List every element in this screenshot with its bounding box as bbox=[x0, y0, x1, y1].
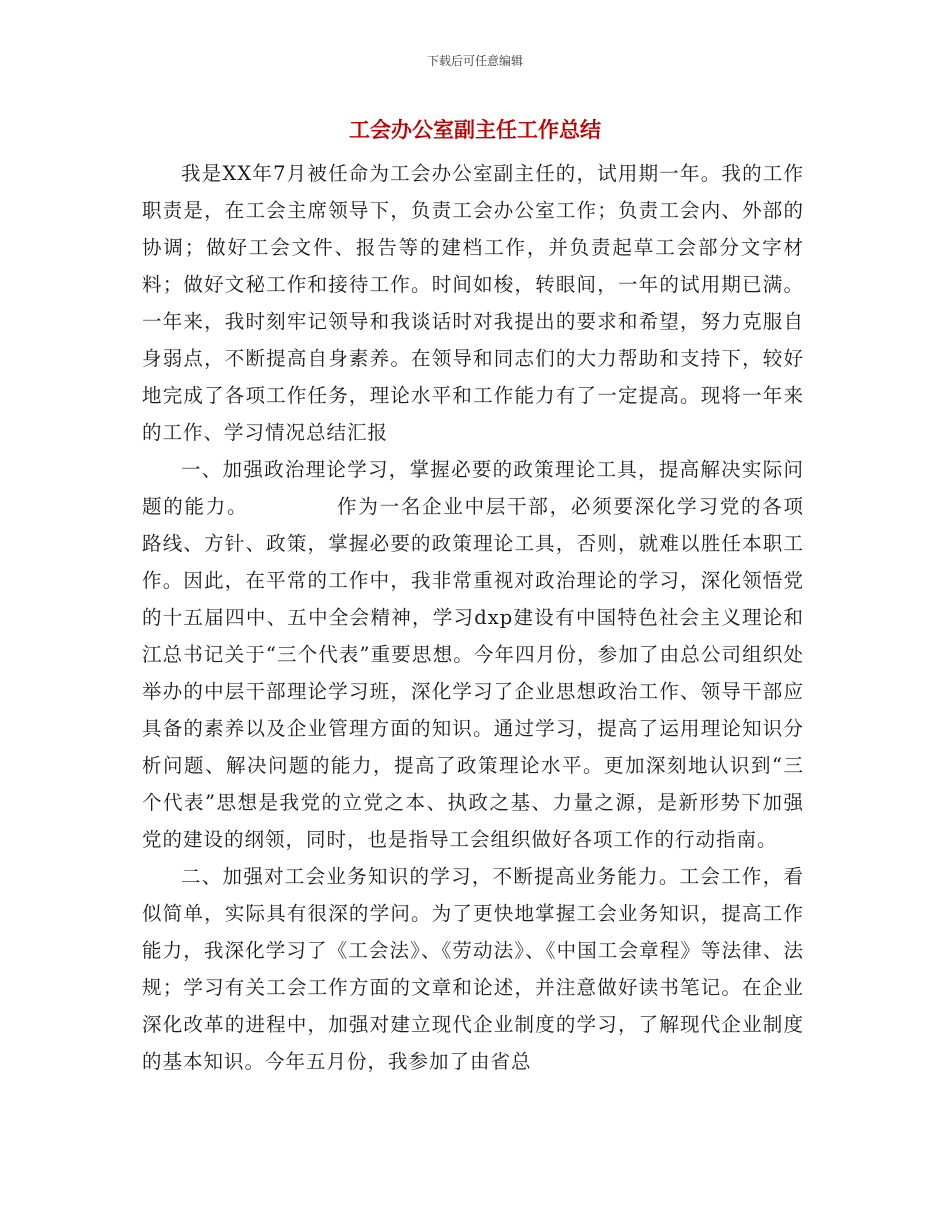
paragraph-intro: 我是XX年7月被任命为工会办公室副主任的，试用期一年。我的工作职责是，在工会主席领导下，负责工会办公室工作；负责工会内、外部的协调；做好工会文件、报告等的建档工作，并负责起草工会部分文字材料；做好文秘工作和接待工作。时间如梭，转眼间，一年的试用期已满。一年来，我时刻牢记领导和我谈话时对我提出的要求和希望，努力克服自身弱点，不断提高自身素养。在领导和同志们的大力帮助和支持下，较好地完成了各项工作任务，理论水平和工作能力有了一定提高。现将一年来的工作、学习情况总结汇报 bbox=[142, 162, 804, 444]
paragraph-section-1 bbox=[142, 451, 804, 858]
section-1-heading: 一、加强政治理论学习，掌握必要的政策理论工具，提高解决实际问题的能力。 bbox=[142, 458, 804, 518]
document-body bbox=[142, 155, 804, 1080]
paragraph-section-2: 二、加强对工会业务知识的学习，不断提高业务能力。工会工作，看似简单，实际具有很深的学问。为了更快地掌握工会业务知识，提高工作能力，我深化学习了《工会法》、《劳动法》、《中国工会章程》等法律、法规；学习有关工会工作方面的文章和论述，并注意做好读书笔记。在企业深化改革的进程中，加强对建立现代企业制度的学习，了解现代企业制度的基本知识。今年五月份，我参加了由省总 bbox=[142, 865, 804, 1073]
section-1-body: 作为一名企业中层干部，必须要深化学习党的各项路线、方针、政策，掌握必要的政策理论工具，否则，就难以胜任本职工作。因此，在平常的工作中，我非常重视对政治理论的学习，深化领悟党的十五届四中、五中全会精神，学习dxp建设有中国特色社会主义理论和江总书记关于“三个代表”重要思想。今年四月份，参加了由总公司组织处举办的中层干部理论学习班，深化学习了企业思想政治工作、领导干部应具备的素养以及企业管理方面的知识。通过学习，提高了运用理论知识分析问题、解决问题的能力，提高了政策理论水平。更加深刻地认识到“三个代表”思想是我党的立党之本、执政之基、力量之源，是新形势下加强党的建设的纲领，同时，也是指导工会组织做好各项工作的行动指南。 bbox=[142, 495, 804, 851]
document-title: 工会办公室副主任工作总结 bbox=[349, 118, 601, 142]
page-header-note: 下载后可任意编辑 bbox=[426, 54, 523, 68]
